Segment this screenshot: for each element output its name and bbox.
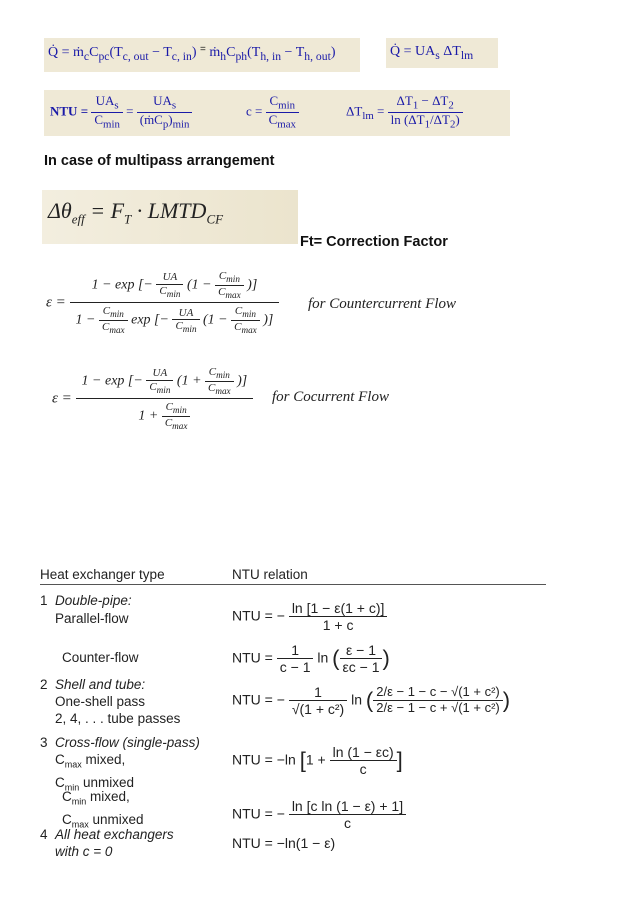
cocurrent-equation: ε = 1 − exp [− $\frac{UA}{C_{min}}$ (1 + $\frac{C_{min}}{C_{max}}$ )] 1 + $\frac{C_{min}}{C_{max}}$ xyxy=(52,364,253,434)
ntu-c-zero: NTU = −ln(1 − ε) xyxy=(232,835,336,851)
lmtd-definition: $\Delta T_{lm}$ = $\frac{\Delta T_1 - \Delta T_2}{\ln (\Delta T_1/\Delta T_2)}$ xyxy=(346,94,463,131)
cocurrent-caption: for Cocurrent Flow xyxy=(272,389,389,405)
capacity-ratio: c = $\frac{C_{min}}{C_{max}}$ xyxy=(246,94,299,131)
ntu-definition: NTU = $\frac{UA_s}{C_{min}}$ = $\frac{UA_s}{(ṁC_p)_{min}}$ xyxy=(50,94,192,131)
ntu-cross-flow-cmax-mixed: NTU = −ln [1 + $\frac{\ln (1 - \varepsilon c)}{c}$ ] xyxy=(232,744,403,778)
row-1-label: 1 Double-pipe: Parallel-flow xyxy=(40,593,132,626)
ntu-shell-and-tube: NTU = − $\frac{1}{\text{√(1 + c²)}}$ ln ( $\frac{\text{2/ε − 1 − c − √(1 + c²)}}{\text{2/ε − 1 − c + √(1 + c²)}}$ ) xyxy=(232,684,511,718)
row-2-label: 2 Shell and tube: One-shell pass 2, 4, . . . tube passes xyxy=(40,677,181,726)
lmtd-correction-equation: $\Delta\theta_{eff} = F_T$ · $LMTD_{CF}$ xyxy=(48,198,224,227)
table-header-type: Heat exchanger type xyxy=(40,567,165,582)
row-3-label: 3 Cross-flow (single-pass) $C_{max}$ mixed, $C_{min}$ unmixed xyxy=(40,735,200,793)
row-4-label: 4 All heat exchangers with c = 0 xyxy=(40,827,174,859)
ntu-parallel-flow: NTU = − $\frac{\ln [1 - \varepsilon(1 + c)]}{1 + c}$ xyxy=(232,600,387,633)
countercurrent-equation: ε = 1 − exp [− $\frac{UA}{C_{min}}$ (1 − $\frac{C_{min}}{C_{max}}$ )] 1 − $\frac{C_{min}}{C_{max}}$ exp [− $\frac{UA}{C_{min}}$ (1 − $\frac{C_{min}}{C_{max}}$ )] xyxy=(46,268,279,338)
countercurrent-caption: for Countercurrent Flow xyxy=(308,296,457,312)
ntu-cross-flow-cmin-mixed: NTU = − $\frac{\text{ln [c ln (1 − ε) + 1]}}{c}$ xyxy=(232,798,406,831)
ntu-counter-flow: NTU = $\frac{1}{c - 1}$ ln ( $\frac{\varepsilon - 1}{\varepsilon c - 1}$ ) xyxy=(232,642,390,676)
multipass-heading: In case of multipass arrangement xyxy=(44,153,275,169)
table-header-ntu: NTU relation xyxy=(232,567,308,582)
row-3b-label: $C_{min}$ mixed, $C_{max}$ unmixed xyxy=(62,789,144,830)
heat-rate-equation-text: Q̇ = $ṁ_cC_{pc}(T_{c, out} - T_{c, in})$ = $ṁ_hC_{ph}(T_{h, in} - T_{h, out})$ xyxy=(48,44,336,63)
heat-rate-ua-equation: Q̇ = $UA_s$ $\Delta T_{lm}$ xyxy=(390,44,474,62)
row-1-counter-label: Counter-flow xyxy=(62,650,139,665)
table-header-rule xyxy=(40,584,546,585)
ft-note: Ft= Correction Factor xyxy=(300,234,448,250)
